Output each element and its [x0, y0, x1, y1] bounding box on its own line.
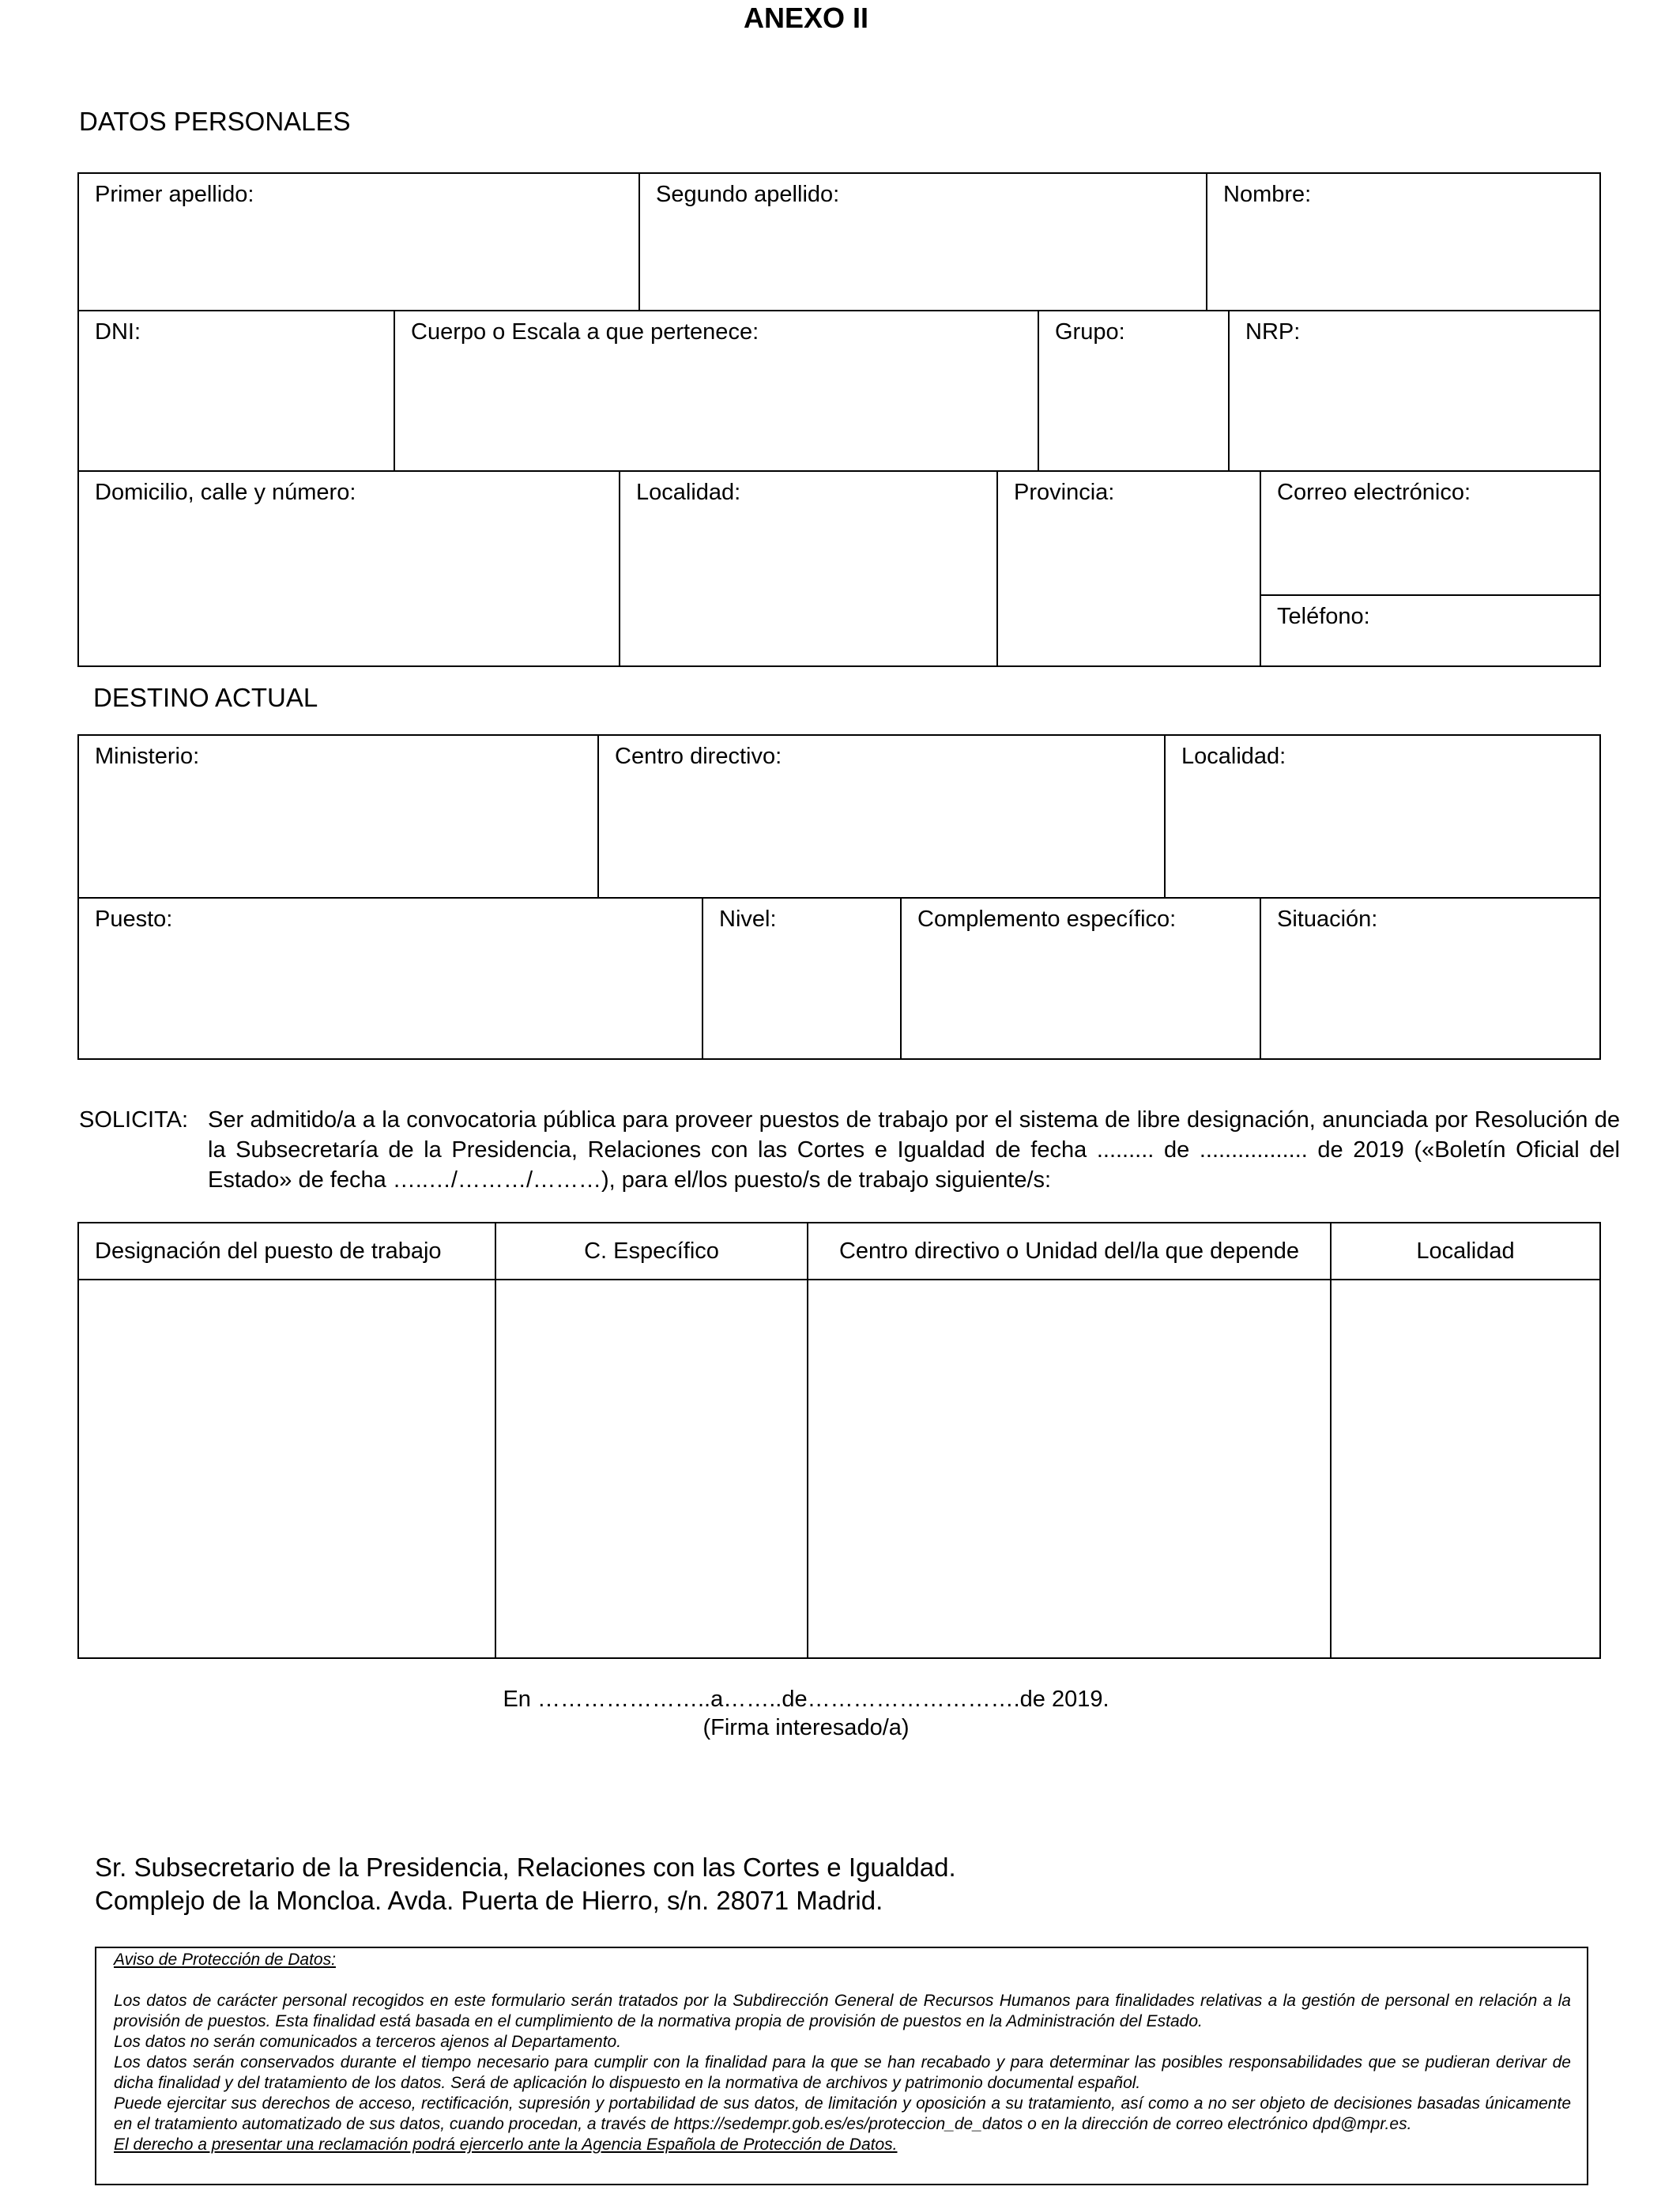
column-header-designacion: Designación del puesto de trabajo: [95, 1238, 442, 1264]
column-header-centro-directivo: Centro directivo o Unidad del/la que depende: [838, 1238, 1299, 1264]
table-cell-localidad[interactable]: [1330, 1279, 1599, 1657]
field-domicilio[interactable]: [79, 470, 619, 665]
field-label: Domicilio, calle y número:: [95, 480, 356, 505]
table-cell-c-especifico[interactable]: [495, 1279, 807, 1657]
table-header: [1330, 1223, 1599, 1279]
field-provincia[interactable]: [996, 470, 1260, 665]
field-label: Centro directivo:: [615, 744, 782, 769]
field-label: Correo electrónico:: [1277, 480, 1471, 505]
destino-actual-table: [77, 734, 1601, 1060]
table-cell-designacion[interactable]: [79, 1279, 495, 1657]
field-nombre[interactable]: [1206, 174, 1599, 310]
solicita-text: [208, 1105, 1620, 1195]
section-heading-destino-actual: DESTINO ACTUAL: [93, 683, 318, 712]
table-header: [807, 1223, 1330, 1279]
column-header-localidad: Localidad: [1416, 1238, 1515, 1264]
notice-paragraph-last: El derecho a presentar una reclamación podrá ejercerlo ante la Agencia Española de Protección de Datos.: [114, 2136, 898, 2154]
solicita-body-text: Ser admitido/a a la convocatoria pública para proveer puestos de trabajo por el sistema de libre designación, anunciada por Resolución de la Subsecretaría de la Presidencia, Relaciones con las Cortes e Igualdad de fecha ......... de ................. de 2019 («Boletín Oficial del Estado» de fecha …..…/………/………), para el/los puesto/s de trabajo siguiente/s:: [208, 1107, 1620, 1193]
field-nrp[interactable]: [1228, 310, 1599, 470]
notice-paragraph: Los datos de carácter personal recogidos en este formulario serán tratados por la Subdirección General de Recursos Humanos para finalidades relativas a la gestión de personal en relación a la provisión de puestos. Esta finalidad está basada en el cumplimiento de la normativa propia de provisión de puestos en la Administración del Estado.: [114, 1992, 1571, 2030]
signature-date-line: En …………………..a……..de……………………….de 2019.: [503, 1687, 1109, 1712]
field-nivel[interactable]: [702, 897, 900, 1058]
page-title: ANEXO II: [743, 2, 869, 34]
notice-paragraph: Los datos serán conservados durante el tiempo necesario para cumplir con la finalidad para la que se han recabado y para determinar las posibles responsabilidades que se pudieran derivar de dicha finalidad y del tratamiento de los datos. Será de aplicación lo dispuesto en la normativa de archivos y patrimonio documental español.: [114, 2053, 1571, 2092]
field-label: Cuerpo o Escala a que pertenece:: [411, 319, 759, 345]
field-dni[interactable]: [79, 310, 394, 470]
field-segundo-apellido[interactable]: [638, 174, 1206, 310]
field-label: Localidad:: [1181, 744, 1286, 769]
field-label: Puesto:: [95, 907, 173, 932]
field-telefono[interactable]: [1260, 594, 1599, 665]
field-complemento-especifico[interactable]: [900, 897, 1260, 1058]
field-localidad-destino[interactable]: [1164, 736, 1599, 897]
field-label: Complemento específico:: [917, 907, 1177, 932]
field-correo-electronico[interactable]: [1260, 470, 1599, 594]
column-header-c-especifico: C. Específico: [584, 1238, 719, 1264]
field-primer-apellido[interactable]: [79, 174, 638, 310]
field-cuerpo-escala[interactable]: [394, 310, 1038, 470]
data-protection-notice: [95, 1947, 1588, 2185]
recipient-line-1: Sr. Subsecretario de la Presidencia, Relaciones con las Cortes e Igualdad.: [95, 1853, 956, 1882]
field-label: Ministerio:: [95, 744, 200, 769]
field-label: Nombre:: [1223, 182, 1312, 207]
field-label: Localidad:: [636, 480, 741, 505]
field-label: Segundo apellido:: [656, 182, 840, 207]
notice-spacer: [114, 1970, 1571, 1991]
table-header: [495, 1223, 807, 1279]
solicita-label: SOLICITA:: [79, 1107, 189, 1133]
notice-paragraph: Puede ejercitar sus derechos de acceso, rectificación, supresión y portabilidad de sus datos, de limitación y oposición a su tratamiento, así como a no ser objeto de decisiones basadas únicamente en el tratamiento automatizado de sus datos, cuando procedan, a través de https://sedempr.gob.es/es/proteccion_de_datos o en la dirección de correo electrónico dpd@mpr.es.: [114, 2094, 1571, 2133]
field-localidad[interactable]: [619, 470, 996, 665]
field-situacion[interactable]: [1260, 897, 1599, 1058]
field-label: Nivel:: [719, 907, 777, 932]
notice-paragraph: Los datos no serán comunicados a terceros ajenos al Departamento.: [114, 2033, 622, 2051]
field-label: Teléfono:: [1277, 604, 1370, 629]
table-header: [79, 1223, 495, 1279]
field-puesto[interactable]: [79, 897, 702, 1058]
field-label: DNI:: [95, 319, 141, 345]
notice-title: Aviso de Protección de Datos:: [114, 1951, 336, 1969]
field-label: Provincia:: [1014, 480, 1115, 505]
field-label: Grupo:: [1055, 319, 1125, 345]
recipient-line-2: Complejo de la Moncloa. Avda. Puerta de Hierro, s/n. 28071 Madrid.: [95, 1886, 883, 1915]
table-cell-centro-directivo[interactable]: [807, 1279, 1330, 1657]
field-label: Primer apellido:: [95, 182, 254, 207]
field-label: NRP:: [1245, 319, 1301, 345]
field-ministerio[interactable]: [79, 736, 597, 897]
field-grupo[interactable]: [1038, 310, 1228, 470]
field-centro-directivo[interactable]: [597, 736, 1164, 897]
datos-personales-table: [77, 172, 1601, 667]
signature-label: (Firma interesado/a): [703, 1715, 910, 1740]
field-label: Situación:: [1277, 907, 1378, 932]
puestos-table: [77, 1222, 1601, 1659]
section-heading-datos-personales: DATOS PERSONALES: [79, 107, 351, 136]
